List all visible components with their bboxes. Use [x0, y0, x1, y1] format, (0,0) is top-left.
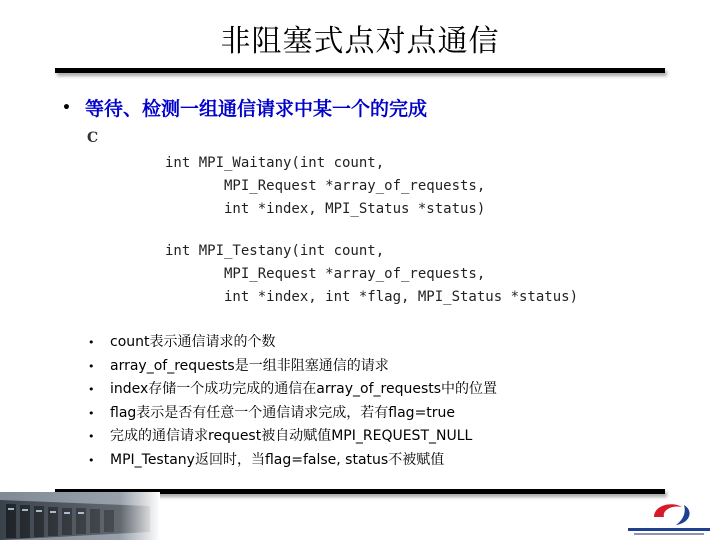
institution-logo: [624, 497, 714, 537]
heading-bullet: •: [62, 100, 71, 116]
bullet-dot: •: [88, 383, 95, 396]
code-block-waitany: [165, 152, 485, 221]
bullet-dot: •: [88, 406, 95, 420]
list-item: [88, 355, 497, 379]
section-heading: [62, 94, 427, 121]
list-item: [88, 402, 497, 426]
list-item: [88, 449, 497, 473]
server-rack-image: [0, 492, 160, 540]
code-line: int *index, MPI_Status *status): [165, 201, 486, 217]
note-text: count表示通信请求的个数: [110, 334, 276, 350]
note-text: index存储一个成功完成的通信在array_of_requests中的位置: [110, 381, 498, 397]
list-item: [88, 331, 497, 355]
code-line: int *index, int *flag, MPI_Status *status): [165, 289, 579, 305]
code-block-testany: [165, 240, 578, 309]
bullet-dot: •: [88, 430, 95, 443]
bullet-dot: •: [88, 336, 95, 349]
note-text: array_of_requests是一组非阻塞通信的请求: [110, 357, 389, 374]
code-line: int MPI_Testany(int count,: [165, 243, 385, 259]
code-line: int MPI_Waitany(int count,: [165, 155, 385, 171]
note-text: MPI_Testany返回时，当flag=false, status不被赋值: [110, 451, 445, 468]
note-text: flag表示是否有任意一个通信请求完成，若有flag=true: [110, 404, 456, 421]
slide-title: 非阻塞式点对点通信: [220, 24, 500, 59]
notes-list: [88, 331, 497, 472]
list-item: [88, 425, 497, 449]
note-text: 完成的通信请求request被自动赋值MPI_REQUEST_NULL: [110, 428, 473, 444]
code-line: MPI_Request *array_of_requests,: [165, 266, 486, 282]
list-item: [88, 378, 497, 402]
top-divider: [55, 68, 665, 73]
language-label: C: [87, 130, 99, 146]
code-line: MPI_Request *array_of_requests,: [165, 178, 486, 194]
bullet-dot: •: [88, 453, 95, 467]
heading-text: 等待、检测一组通信请求中某一个的完成: [84, 98, 427, 120]
bullet-dot: •: [88, 359, 95, 373]
